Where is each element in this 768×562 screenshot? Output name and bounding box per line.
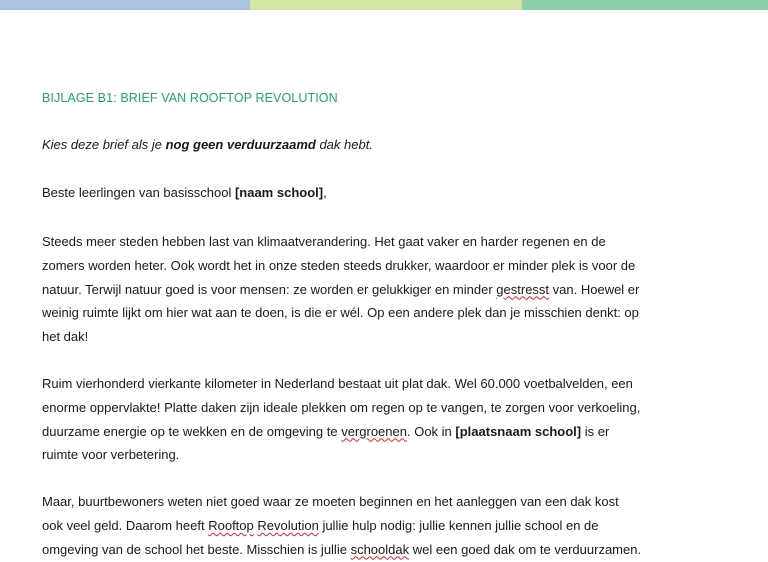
paragraph-line: het dak! xyxy=(42,329,89,345)
appendix-heading: BIJLAGE B1: BRIEF VAN ROOFTOP REVOLUTION xyxy=(42,91,338,105)
letter-greeting xyxy=(42,185,327,200)
text-run: natuur. Terwijl natuur goed is voor mensen: ze worden er gelukkiger en minder xyxy=(42,281,497,297)
city-name-placeholder: [plaatsnaam school] xyxy=(455,423,582,439)
intro-instruction xyxy=(42,137,373,152)
greeting-text: Beste leerlingen van basisschool xyxy=(42,185,235,200)
color-bar-lime xyxy=(250,0,522,10)
text-run: omgeving van de school het beste. Misschien is jullie xyxy=(42,541,351,557)
paragraph-line: Steeds meer steden hebben last van klimaatverandering. Het gaat vaker en harder regenen en de xyxy=(42,234,606,249)
intro-emphasis: nog geen verduurzaamd xyxy=(165,137,316,152)
paragraph-line xyxy=(42,420,640,444)
paragraph-line: ruimte voor verbetering. xyxy=(42,447,180,463)
paragraph-line xyxy=(42,514,641,538)
misspelled-word[interactable]: schooldak xyxy=(350,541,410,557)
paragraph-line: Ruim vierhonderd vierkante kilometer in Nederland bestaat uit plat dak. Wel 60.000 voetbalvelden, een xyxy=(42,376,633,391)
decorative-color-bar xyxy=(0,0,768,10)
intro-text: Kies deze brief als je xyxy=(42,137,166,152)
text-run: wel een goed dak om te verduurzamen. xyxy=(409,541,642,557)
misspelled-word[interactable]: gestresst xyxy=(496,281,550,297)
misspelled-word[interactable]: Rooftop xyxy=(208,517,254,533)
paragraph-2 xyxy=(42,372,640,467)
text-run: jullie hulp nodig: jullie kennen jullie school en de xyxy=(318,517,599,533)
paragraph-line xyxy=(42,278,639,302)
paragraph-3 xyxy=(42,490,641,561)
paragraph-line: Maar, buurtbewoners weten niet goed waar ze moeten beginnen en het aanleggen van een dak kost xyxy=(42,494,619,509)
school-name-placeholder: [naam school] xyxy=(234,185,324,200)
paragraph-line: zomers worden heter. Ook wordt het in onze steden steeds drukker, waardoor er minder plek is voor de xyxy=(42,257,636,273)
color-bar-green xyxy=(522,0,768,10)
misspelled-word[interactable]: Revolution xyxy=(257,517,319,533)
misspelled-word[interactable]: vergroenen xyxy=(341,423,407,439)
text-run: is er xyxy=(581,423,610,439)
text-run: duurzame energie op te wekken en de omgeving te xyxy=(42,423,342,439)
paragraph-1 xyxy=(42,230,639,349)
paragraph-line xyxy=(42,538,641,562)
text-run: ook veel geld. Daarom heeft xyxy=(42,517,209,533)
greeting-comma: , xyxy=(323,185,327,200)
paragraph-line: weinig ruimte lijkt om hier wat aan te doen, is die er wél. Op een andere plek dan je misschien denkt: op xyxy=(42,305,639,321)
text-run: . Ook in xyxy=(406,423,456,439)
text-run: van. Hoewel er xyxy=(549,281,640,297)
intro-text-end: dak hebt. xyxy=(315,137,373,152)
paragraph-line: enorme oppervlakte! Platte daken zijn ideale plekken om regen op te vangen, te zorgen voor verkoeling, xyxy=(42,399,641,415)
color-bar-blue xyxy=(0,0,250,10)
